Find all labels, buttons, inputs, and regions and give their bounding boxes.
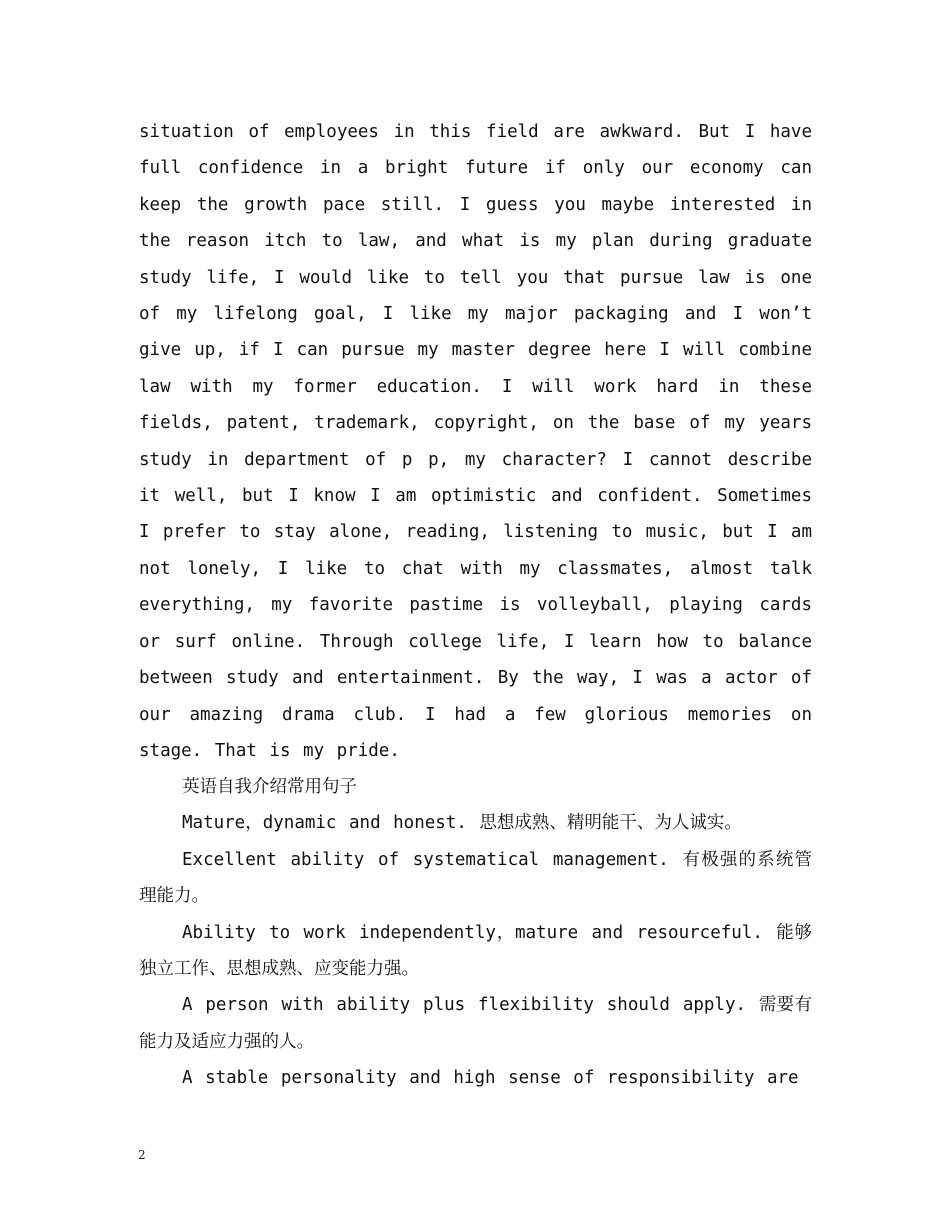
paragraph: A person with ability plus flexibility should apply. 需要有能力及适应力强的人。	[139, 995, 812, 1052]
body-text	[139, 114, 812, 1097]
paragraph-continued: situation of employees in this field are awkward. But I have full confidence in a bright future if only our economy can keep the growth pace still. I guess you maybe interested in the reason itch to law, and what is my plan during graduate study life, I would like to tell you that pursue law is one of my lifelong goal, I like my major packaging and I won’t give up, if I can pursue my master degree here I will combine law with my former education. I will work hard in these fields, patent, trademark, copyright, on the base of my years study in department of p p, my character? I cannot describe it well, but I know I am optimistic and confident. Sometimes I prefer to stay alone, reading, listening to music, but I am not lonely, I like to chat with my classmates, almost talk everything, my favorite pastime is volleyball, playing cards or surf online. Through college life, I learn how to balance between study and entertainment. By the way, I was a actor of our amazing drama club. I had a few glorious memories on stage. That is my pride.	[139, 122, 812, 761]
paragraph: Ability to work independently，mature and resourceful. 能够独立工作、思想成熟、应变能力强。	[139, 922, 812, 979]
paragraph: A stable personality and high sense of responsibility are	[182, 1068, 799, 1089]
section-heading: 英语自我介绍常用句子	[182, 777, 357, 798]
paragraph: Excellent ability of systematical management. 有极强的系统管理能力。	[139, 849, 812, 907]
paragraph: Mature，dynamic and honest. 思想成熟、精明能干、为人诚实。	[182, 813, 742, 834]
page-number: 2	[138, 1148, 146, 1162]
